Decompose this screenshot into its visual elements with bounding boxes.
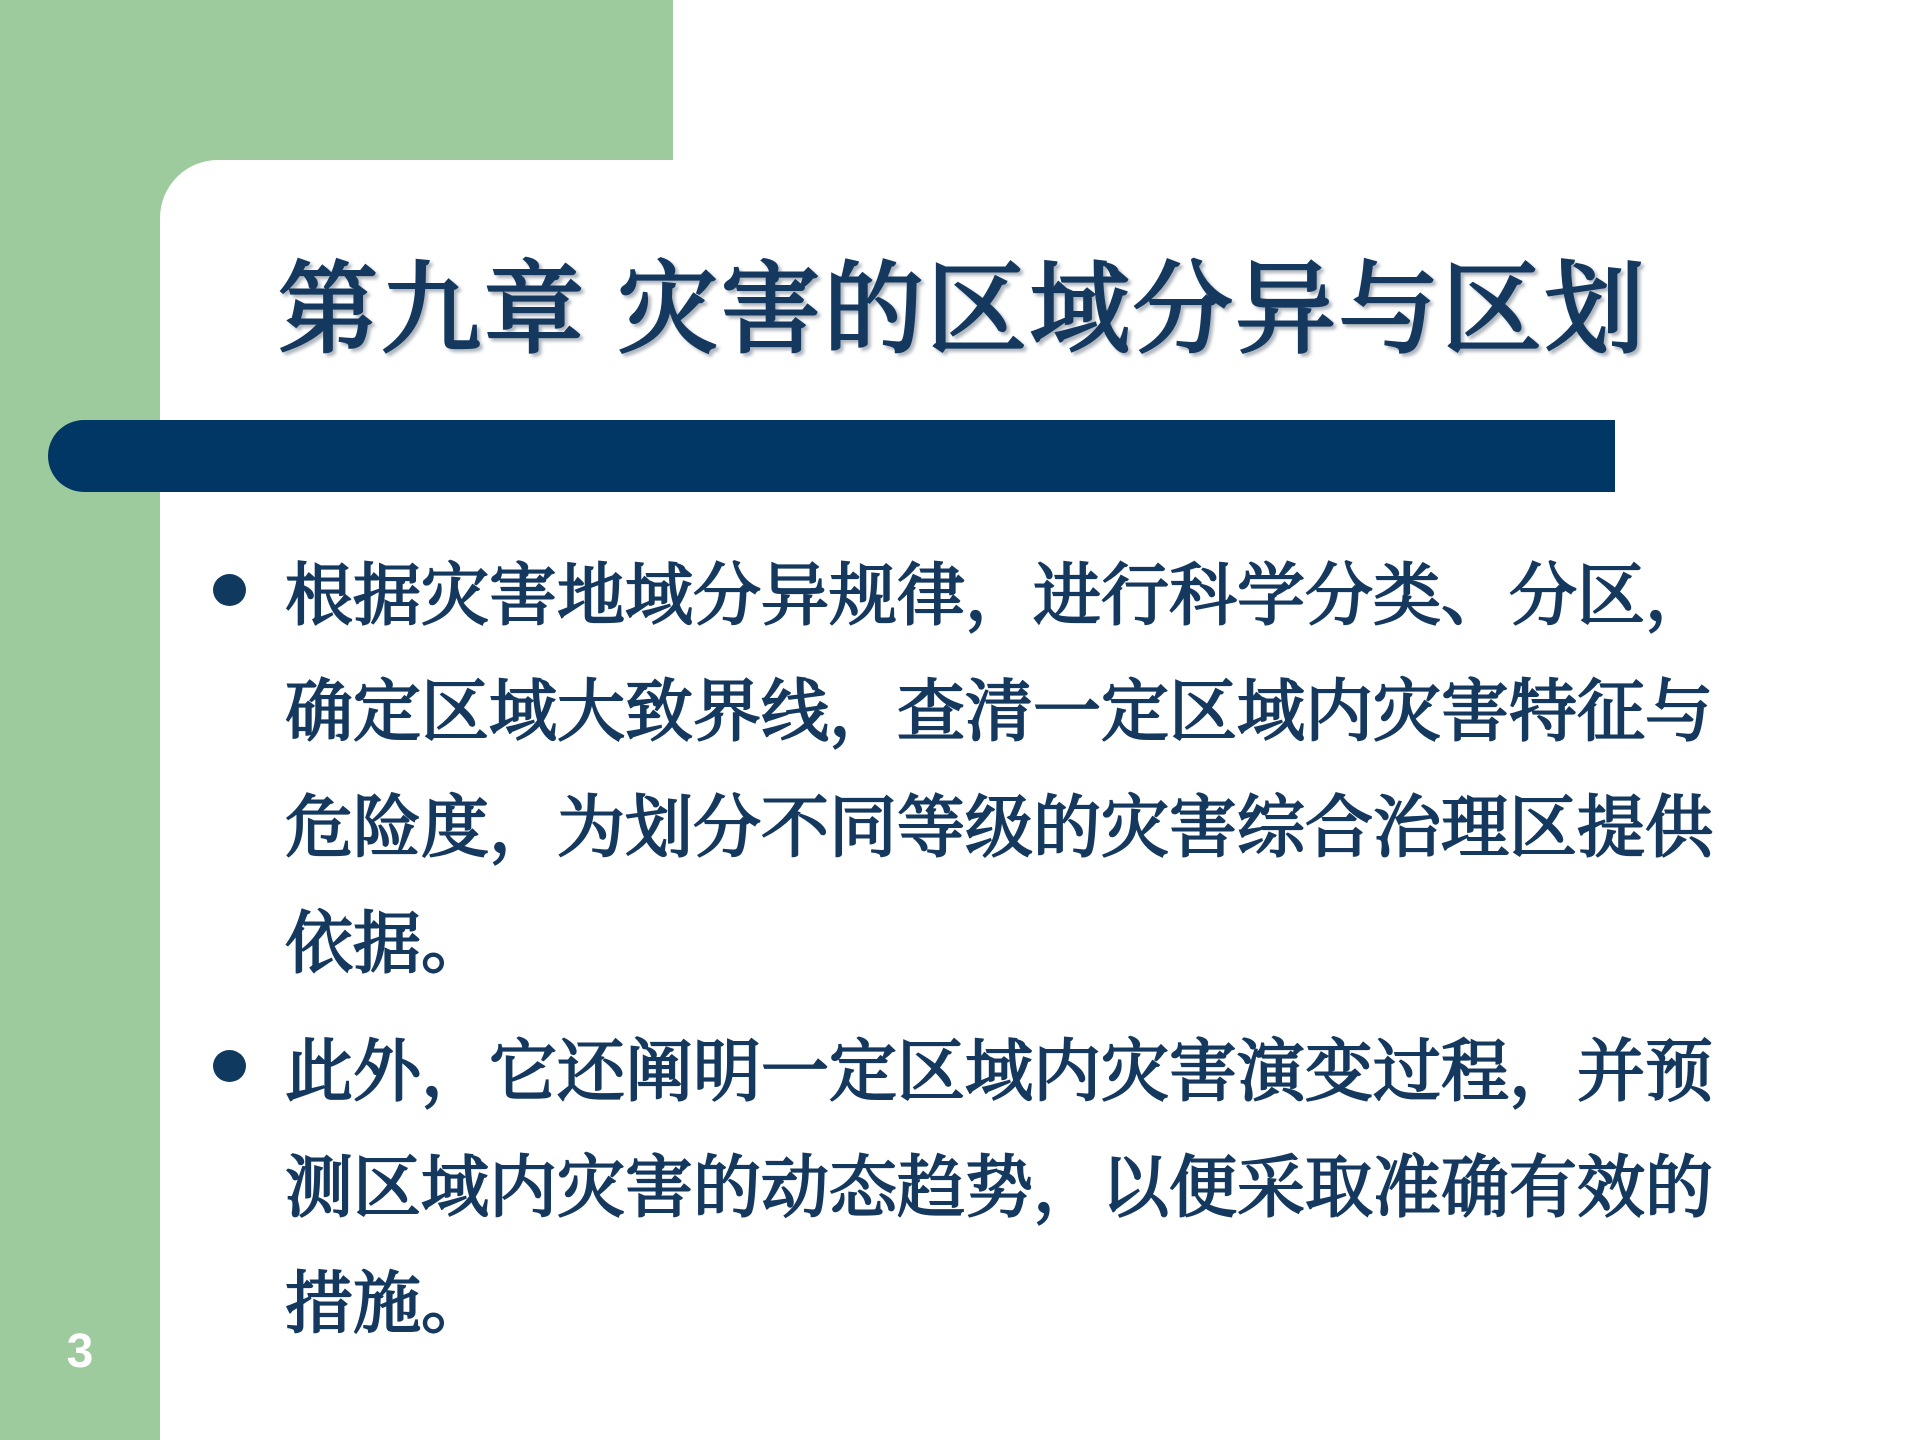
bullet-text-line: 此外，它还阐明一定区域内灾害演变过程，并预 [285,1034,1714,1110]
green-sidebar-accent [0,0,160,1440]
slide-body [285,538,1865,1374]
bullet-item [285,538,1865,1002]
page-number: 3 [66,1325,94,1378]
bullet-text-line: 危险度，为划分不同等级的灾害综合治理区提供 [285,790,1714,866]
bullet-text-line: 确定区域大致界线，查清一定区域内灾害特征与 [285,674,1714,750]
bullet-text-line: 措施。 [285,1266,490,1342]
bullet-text-line: 依据。 [285,906,490,982]
bullet-text-line: 根据灾害地域分异规律，进行科学分类、分区， [285,558,1714,634]
slide-title: 第九章 灾害的区域分异与区划 [278,254,1648,366]
bullet-text-line: 测区域内灾害的动态趋势，以便采取准确有效的 [285,1150,1714,1226]
bullet-dot-icon [213,574,246,606]
bullet-dot-icon [213,1050,246,1082]
title-underline-bar [48,420,1615,492]
bullet-item [285,1014,1865,1362]
